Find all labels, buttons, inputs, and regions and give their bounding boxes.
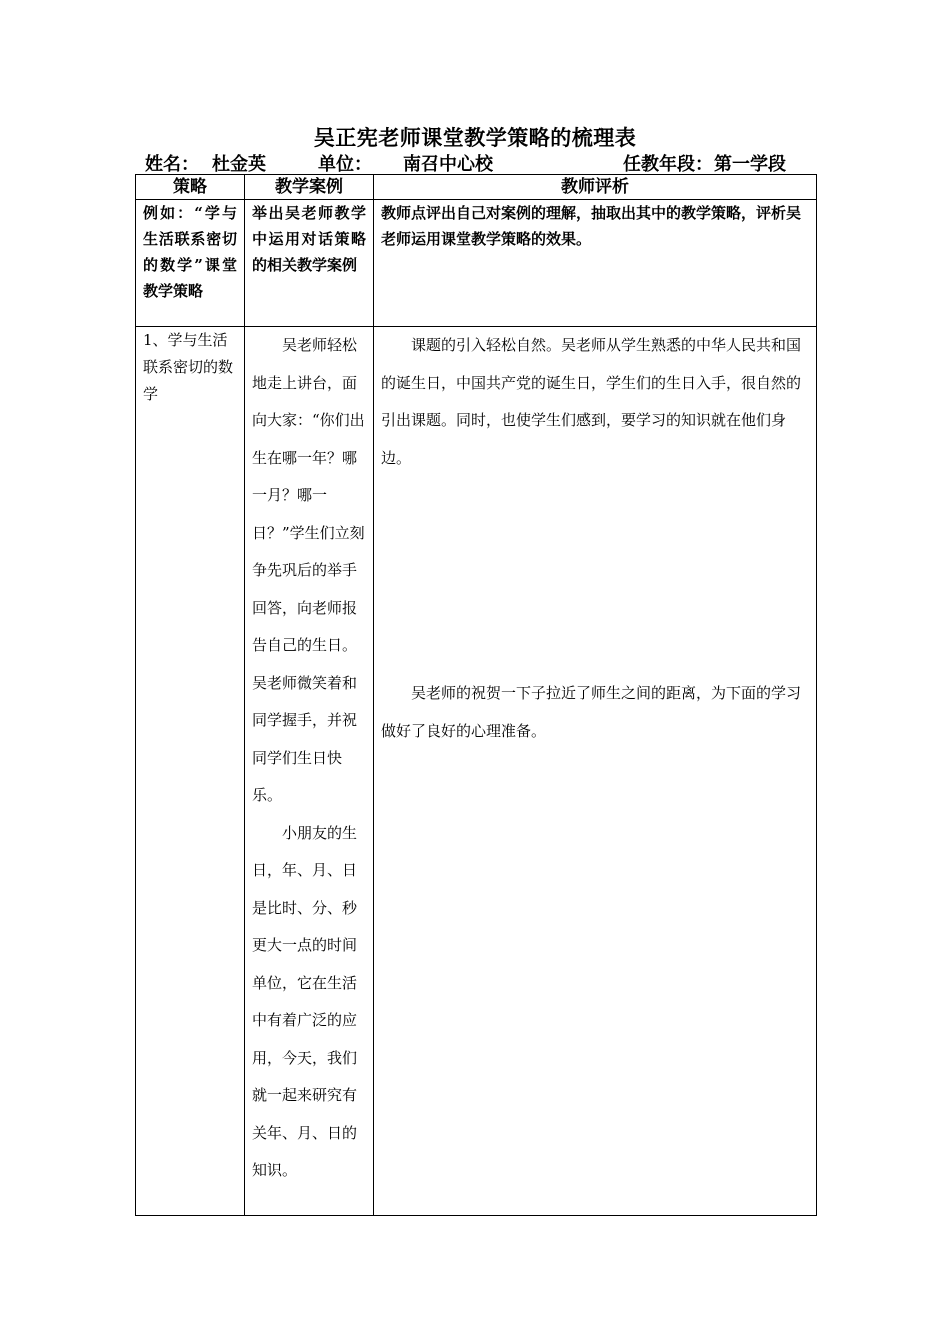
example-analysis-cell: 教师点评出自己对案例的理解，抽取出其中的教学策略，评析吴老师运用课堂教学策略的效果。 — [374, 200, 817, 327]
analysis-paragraph-2: 吴老师的祝贺一下子拉近了师生之间的距离，为下面的学习做好了良好的心理准备。 — [381, 684, 802, 740]
table-row — [136, 327, 817, 1216]
header-analysis: 教师评析 — [374, 175, 817, 200]
unit-value: 南召中心校 — [403, 154, 493, 175]
unit-label: 单位： — [318, 154, 372, 175]
header-strategy: 策略 — [136, 175, 245, 200]
case-paragraph-2: 小朋友的生日，年、月、日是比时、分、秒更大一点的时间单位，它在生活中有着广泛的应用，今天，我们就一起来研究有关年、月、日的知识。 — [252, 823, 358, 1179]
grade-label: 任教年段： — [623, 154, 713, 175]
name-label: 姓名： — [145, 154, 199, 175]
name-value: 杜金英 — [212, 154, 266, 175]
table-header-row — [136, 175, 817, 200]
grade-value: 第一学段 — [714, 154, 786, 175]
example-strategy-cell: 例如：“学与生活联系密切的数学”课堂教学策略 — [136, 200, 245, 327]
case-cell — [245, 327, 374, 1216]
page-title: 吴正宪老师课堂教学策略的梳理表 — [313, 125, 637, 150]
example-case-cell: 举出吴老师教学中运用对话策略的相关教学案例 — [245, 200, 374, 327]
case-paragraph-1: 吴老师轻松地走上讲台，面向大家：“你们出生在哪一年？哪一月？哪一日？”学生们立刻争先巩后的举手回答，向老师报告自己的生日。吴老师微笑着和同学握手，并祝同学们生日快乐。 — [252, 336, 365, 804]
header-case: 教学案例 — [245, 175, 374, 200]
strategy-cell: 1、学与生活联系密切的数学 — [136, 327, 245, 1216]
example-row — [136, 200, 817, 327]
analysis-paragraph-1: 课题的引入轻松自然。吴老师从学生熟悉的中华人民共和国的诞生日，中国共产党的诞生日，学生们的生日入手，很自然的引出课题。同时，也使学生们感到，要学习的知识就在他们身边。 — [381, 336, 802, 467]
analysis-cell — [374, 327, 817, 1216]
strategy-table — [135, 174, 817, 1216]
